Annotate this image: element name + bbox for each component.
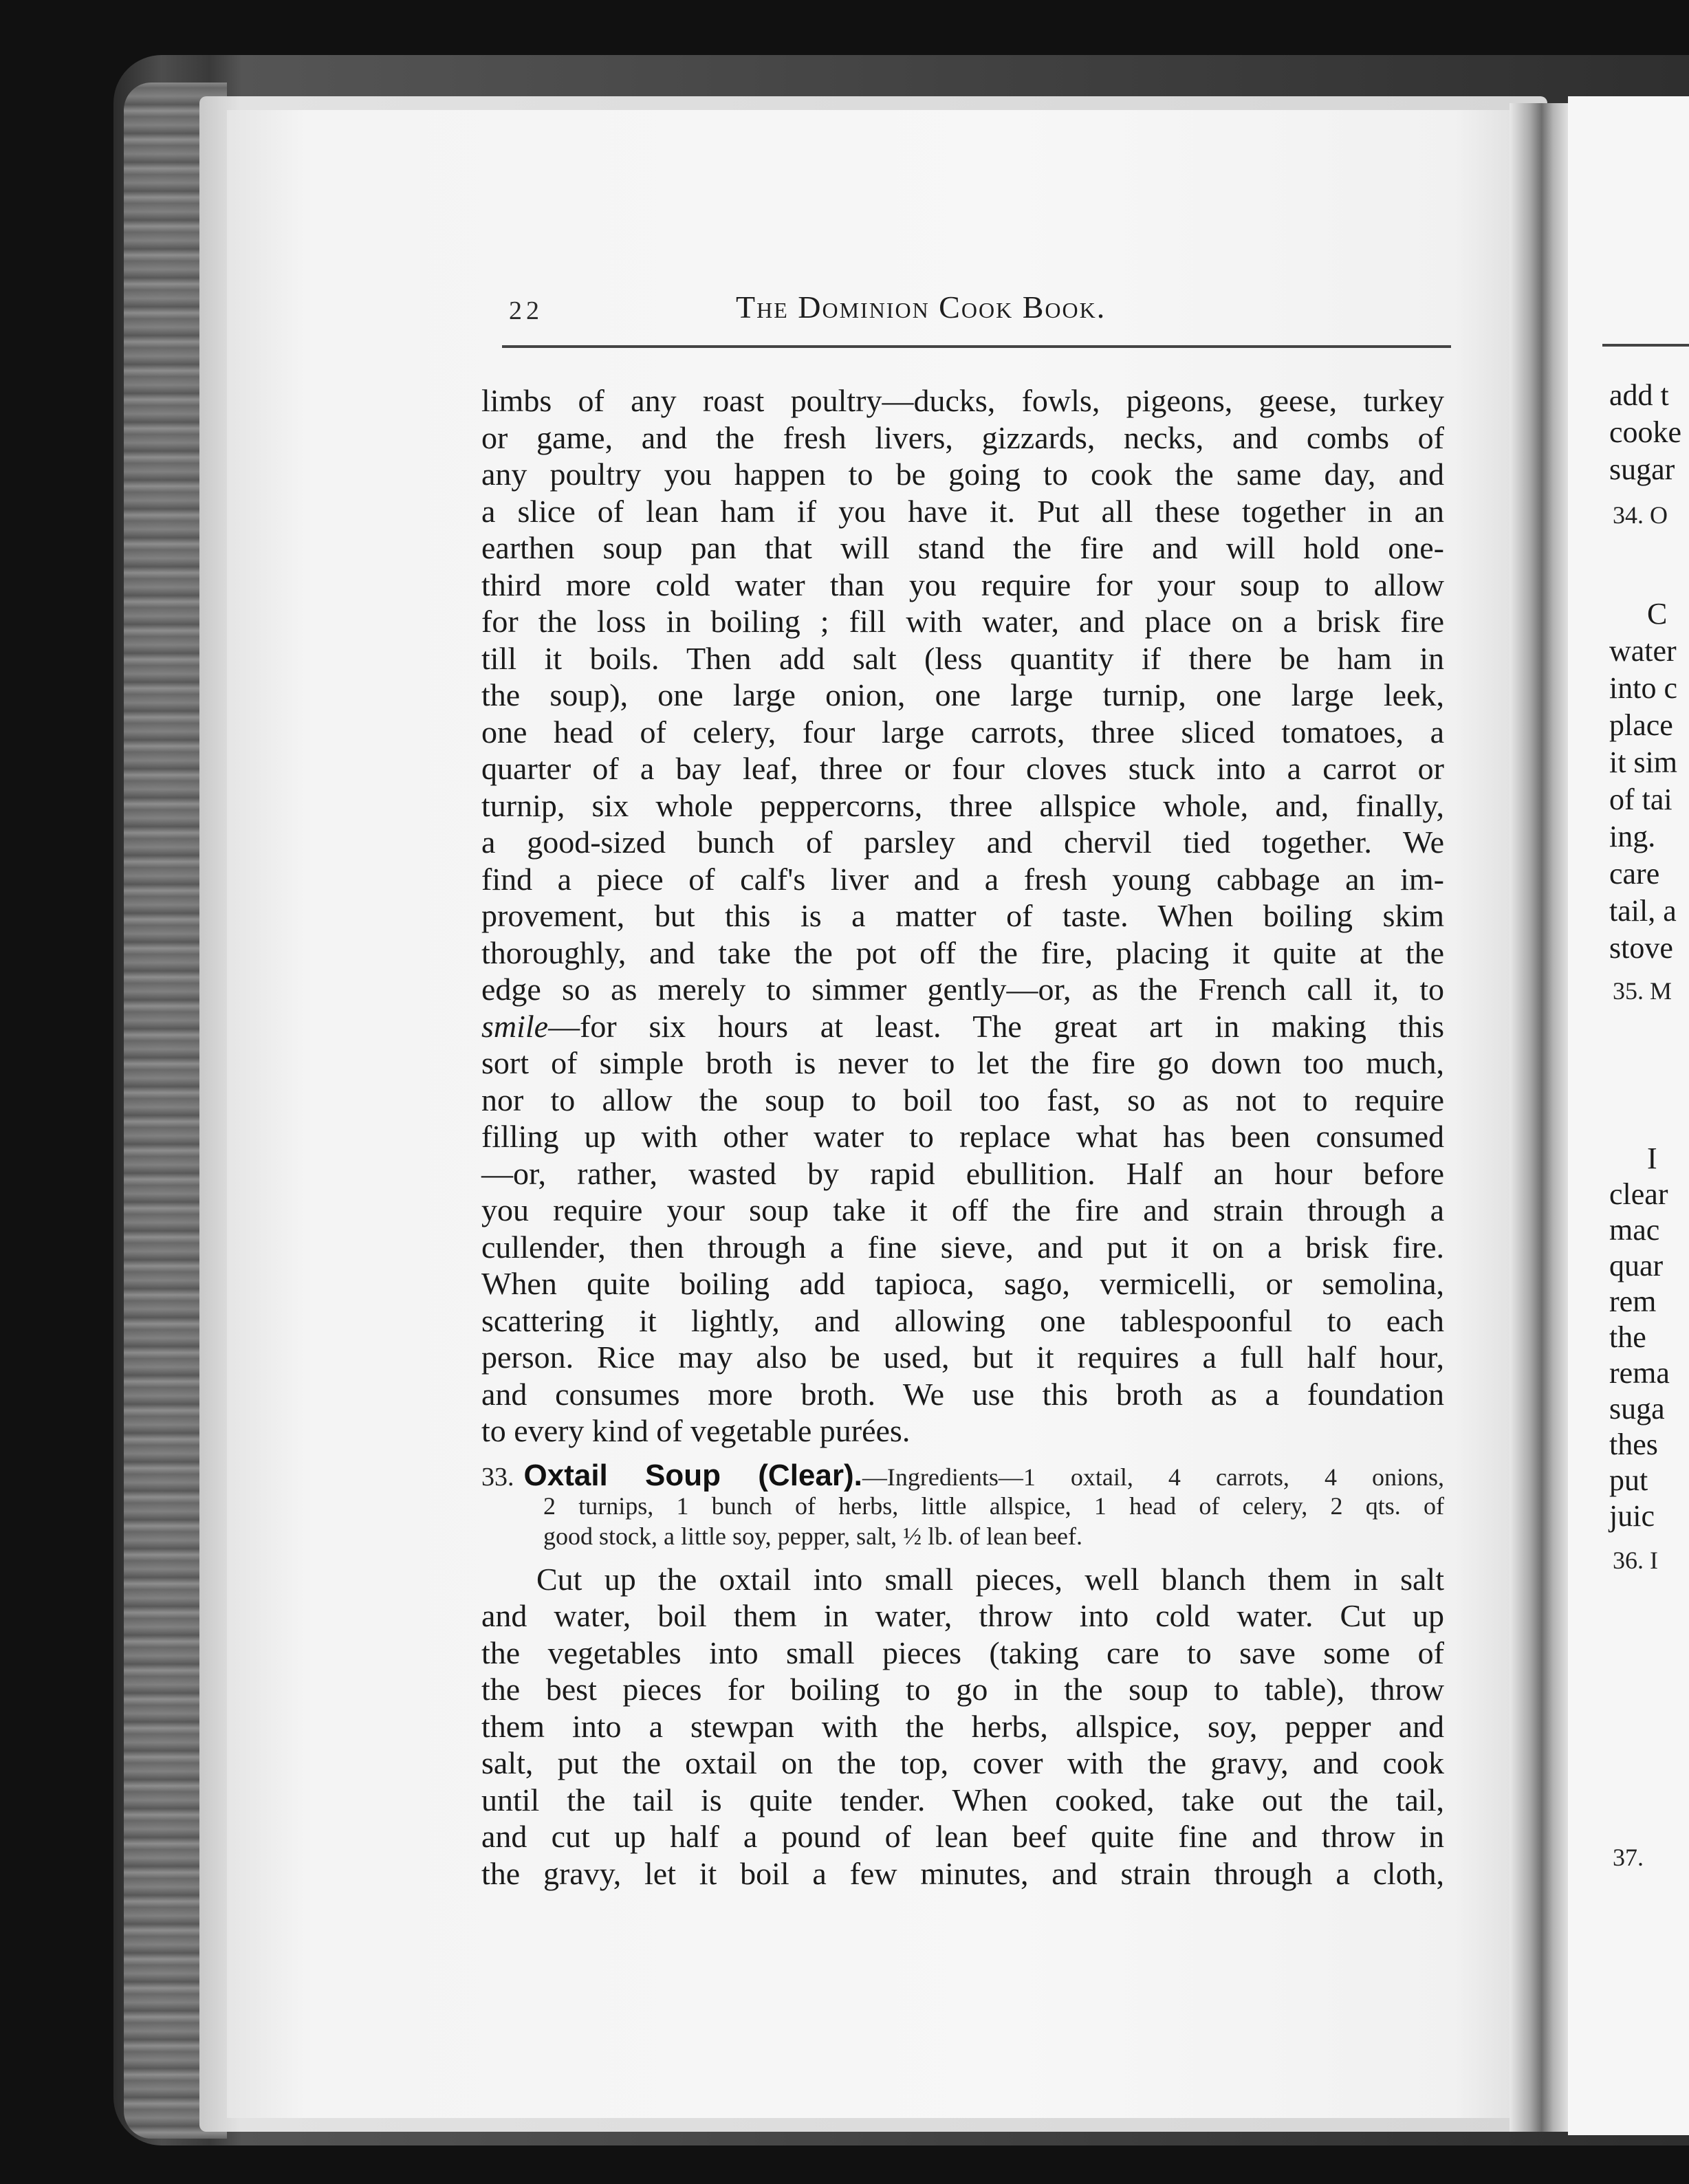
- right-page-line: of tai: [1609, 783, 1672, 816]
- text-line: for the loss in boiling ; fill with water, and place on a brisk fire: [481, 604, 1444, 639]
- right-page-line: the: [1609, 1320, 1646, 1354]
- text-line: sort of simple broth is never to let the fire go down too much,: [481, 1045, 1444, 1080]
- right-page-line: I: [1647, 1142, 1657, 1175]
- method-line: salt, put the oxtail on the top, cover with the gravy, and cook: [481, 1745, 1444, 1780]
- text-line: one head of celery, four large carrots, three sliced tomatoes, a: [481, 714, 1444, 750]
- method-line: them into a stewpan with the herbs, allspice, soy, pepper and: [481, 1708, 1444, 1744]
- header-rule: [502, 345, 1451, 348]
- recipe-method: [481, 1561, 1444, 1892]
- text-line: cullender, then through a fine sieve, and put it on a brisk fire.: [481, 1229, 1444, 1265]
- text-line: filling up with other water to replace what has been consumed: [481, 1119, 1444, 1154]
- text-line: edge so as merely to simmer gently—or, as the French call it, to: [481, 972, 1444, 1007]
- right-page-line: 35. M: [1613, 977, 1672, 1005]
- right-page-line: it sim: [1609, 745, 1678, 779]
- recipe-heading: [481, 1458, 1445, 1551]
- method-line: the best pieces for boiling to go in the soup to table), throw: [481, 1672, 1444, 1707]
- text-line: smile—for six hours at least. The great art in making this: [481, 1008, 1444, 1044]
- text-line: limbs of any roast poultry—ducks, fowls, pigeons, geese, turkey: [481, 383, 1444, 418]
- right-page-line: quar: [1609, 1249, 1664, 1282]
- method-line: until the tail is quite tender. When cooked, take out the tail,: [481, 1782, 1444, 1817]
- text-line: to every kind of vegetable purées.: [481, 1413, 911, 1448]
- right-page-line: stove: [1609, 931, 1673, 965]
- text-line: thoroughly, and take the pot off the fire, placing it quite at the: [481, 935, 1444, 970]
- running-title: The Dominion Cook Book.: [736, 290, 1107, 325]
- text-line: till it boils. Then add salt (less quantity if there be ham in: [481, 640, 1444, 676]
- text-line: a good-sized bunch of parsley and chervil tied together. We: [481, 825, 1444, 860]
- right-page-line: care: [1609, 857, 1660, 891]
- right-page-line: place: [1609, 708, 1673, 742]
- method-line: Cut up the oxtail into small pieces, well blanch them in salt: [536, 1561, 1444, 1597]
- right-page-line: put: [1609, 1463, 1648, 1497]
- recipe-number: 33.: [481, 1462, 514, 1492]
- text-line: find a piece of calf's liver and a fresh young cabbage an im-: [481, 861, 1444, 897]
- text-line: nor to allow the soup to boil too fast, so as not to require: [481, 1082, 1444, 1117]
- text-line: scattering it lightly, and allowing one tablespoonful to each: [481, 1302, 1444, 1338]
- right-page-line: 36. I: [1613, 1547, 1658, 1574]
- text-line: you require your soup take it off the fire and strain through a: [481, 1192, 1444, 1227]
- page-number: 22: [509, 296, 543, 325]
- text-line: or game, and the fresh livers, gizzards, necks, and combs of: [481, 419, 1444, 455]
- right-page-line: 37.: [1613, 1844, 1644, 1871]
- right-page-line: thes: [1609, 1428, 1658, 1461]
- ingredients-line: 2 turnips, 1 bunch of herbs, little allspice, 1 head of celery, 2 qts. of: [543, 1492, 1444, 1520]
- method-line: the vegetables into small pieces (taking care to save some of: [481, 1635, 1444, 1670]
- right-page-line: into c: [1609, 671, 1677, 705]
- recipe-heading-line: [481, 1458, 1445, 1492]
- text-line: and consumes more broth. We use this broth as a foundation: [481, 1376, 1444, 1412]
- text-line: the soup), one large onion, one large turnip, one large leek,: [481, 677, 1444, 712]
- book-gutter: [1510, 103, 1568, 2132]
- right-page-line: mac: [1609, 1213, 1660, 1247]
- text-line: a slice of lean ham if you have it. Put all these together in an: [481, 493, 1444, 529]
- right-page-line: add t: [1609, 378, 1669, 412]
- text-line: earthen soup pan that will stand the fire and will hold one-: [481, 530, 1444, 565]
- right-page-line: 34. O: [1613, 501, 1668, 529]
- right-page-line: water: [1609, 634, 1677, 668]
- right-page-line: tail, a: [1609, 894, 1677, 928]
- method-line: and water, boil them in water, throw into cold water. Cut up: [481, 1598, 1444, 1633]
- text-line: —or, rather, wasted by rapid ebullition. Half an hour before: [481, 1155, 1444, 1191]
- text-line: turnip, six whole peppercorns, three allspice whole, and, finally,: [481, 787, 1444, 823]
- right-page-line: juic: [1609, 1499, 1655, 1533]
- text-line: quarter of a bay leaf, three or four cloves stuck into a carrot or: [481, 751, 1444, 786]
- method-line: and cut up half a pound of lean beef quite fine and throw in: [481, 1819, 1444, 1854]
- right-page-line: rem: [1609, 1285, 1657, 1318]
- right-page-line: sugar: [1609, 452, 1675, 486]
- right-page-line: cooke: [1609, 415, 1682, 449]
- right-page-line: rema: [1609, 1356, 1670, 1390]
- text-line: any poultry you happen to be going to cook the same day, and: [481, 457, 1444, 492]
- text-line: When quite boiling add tapioca, sago, vermicelli, or semolina,: [481, 1266, 1444, 1301]
- right-page-line: ing.: [1609, 820, 1656, 853]
- text-line: person. Rice may also be used, but it requires a full half hour,: [481, 1340, 1444, 1375]
- right-page-line: C: [1647, 597, 1668, 631]
- ingredients-line: good stock, a little soy, pepper, salt, ½ lb. of lean beef.: [543, 1522, 1083, 1550]
- ingredients-line: —Ingredients—1 oxtail, 4 carrots, 4 onions,: [862, 1463, 1445, 1491]
- right-page-line: suga: [1609, 1392, 1665, 1426]
- page-body: [481, 382, 1444, 1892]
- right-page-header-rule: [1602, 344, 1689, 347]
- right-page-line: clear: [1609, 1177, 1668, 1211]
- recipe-title: Oxtail Soup (Clear).: [523, 1458, 862, 1492]
- broth-paragraph: [481, 382, 1444, 1450]
- text-line: provement, but this is a matter of taste. When boiling skim: [481, 898, 1444, 933]
- text-line: third more cold water than you require for your soup to allow: [481, 567, 1444, 602]
- method-line: the gravy, let it boil a few minutes, and strain through a cloth,: [481, 1855, 1444, 1891]
